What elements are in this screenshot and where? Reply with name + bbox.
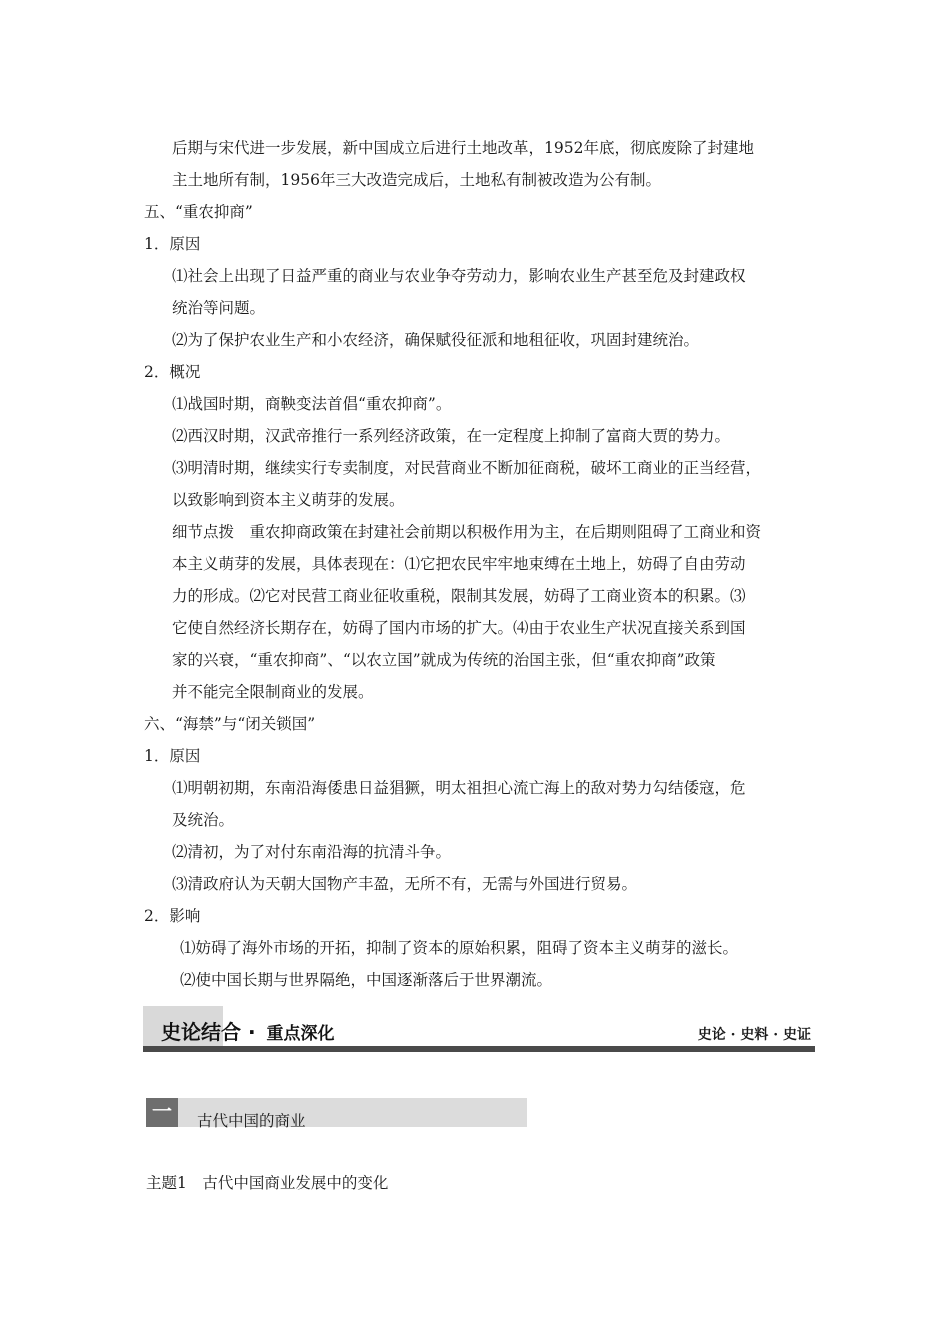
subsection-number: 一 — [146, 1098, 178, 1127]
banner-subtitle: 重点深化 — [266, 1024, 335, 1044]
subheading: 2．概况 — [144, 363, 201, 381]
paragraph-line: ⑴社会上出现了日益严重的商业与农业争夺劳动力，影响农业生产甚至危及封建政权 — [172, 267, 746, 285]
paragraph-line: ⑵清初，为了对付东南沿海的抗清斗争。 — [172, 843, 452, 861]
paragraph-line: ⑵使中国长期与世界隔绝，中国逐渐落后于世界潮流。 — [180, 971, 553, 989]
paragraph-line: ⑶清政府认为天朝大国物产丰盈，无所不有，无需与外国进行贸易。 — [172, 875, 638, 893]
topic-heading: 主题1 古代中国商业发展中的变化 — [146, 1174, 389, 1192]
paragraph-line: ⑵为了保护农业生产和小农经济，确保赋役征派和地租征收，巩固封建统治。 — [172, 331, 700, 349]
detail-note-line: 力的形成。⑵它对民营工商业征收重税，限制其发展，妨碍了工商业资本的积累。⑶ — [172, 587, 746, 605]
banner-right-label: 史论 · 史料 · 史证 — [697, 1027, 811, 1043]
detail-note-line: 它使自然经济长期存在，妨碍了国内市场的扩大。⑷由于农业生产状况直接关系到国 — [172, 619, 746, 637]
subheading: 2．影响 — [144, 907, 201, 925]
paragraph-line: ⑴妨碍了海外市场的开拓，抑制了资本的原始积累，阻碍了资本主义萌芽的滋长。 — [180, 939, 739, 957]
paragraph-line: ⑶明清时期，继续实行专卖制度，对民营商业不断加征商税，破坏工商业的正当经营， — [172, 459, 762, 477]
section-banner — [143, 1006, 815, 1052]
detail-note-line: 并不能完全限制商业的发展。 — [172, 683, 374, 701]
paragraph-line: 以致影响到资本主义萌芽的发展。 — [172, 491, 405, 509]
paragraph-line: 统治等问题。 — [172, 299, 266, 317]
paragraph-line: 及统治。 — [172, 811, 235, 829]
subheading: 1．原因 — [144, 747, 201, 765]
paragraph-line: 后期与宋代进一步发展，新中国成立后进行土地改革，1952年底，彻底废除了封建地 — [172, 139, 754, 157]
banner-rule — [143, 1046, 815, 1052]
detail-note-line: 本主义萌芽的发展，具体表现在：⑴它把农民牢牢地束缚在土地上，妨碍了自由劳动 — [172, 555, 746, 573]
paragraph-line: ⑴战国时期，商鞅变法首倡“重农抑商”。 — [172, 395, 452, 413]
banner-title — [161, 1016, 335, 1045]
subsection-title: 古代中国的商业 — [197, 1112, 306, 1130]
paragraph-line: ⑴明朝初期，东南沿海倭患日益猖獗，明太祖担心流亡海上的敌对势力勾结倭寇，危 — [172, 779, 746, 797]
detail-note-line: 细节点拨 重农抑商政策在封建社会前期以积极作用为主，在后期则阻碍了工商业和资 — [172, 523, 762, 541]
subsection-header — [146, 1098, 527, 1130]
section-heading-6: 六、“海禁”与“闭关锁国” — [144, 715, 316, 733]
section-heading-5: 五、“重农抑商” — [144, 203, 253, 221]
paragraph-line: 主土地所有制，1956年三大改造完成后，土地私有制被改造为公有制。 — [172, 171, 661, 189]
detail-note-line: 家的兴衰，“重农抑商”、“以农立国”就成为传统的治国主张，但“重农抑商”政策 — [172, 651, 716, 669]
paragraph-line: ⑵西汉时期，汉武帝推行一系列经济政策，在一定程度上抑制了富商大贾的势力。 — [172, 427, 731, 445]
subheading: 1．原因 — [144, 235, 201, 253]
banner-title-main: 史论结合 — [161, 1020, 241, 1044]
banner-dot: · — [247, 1020, 256, 1044]
